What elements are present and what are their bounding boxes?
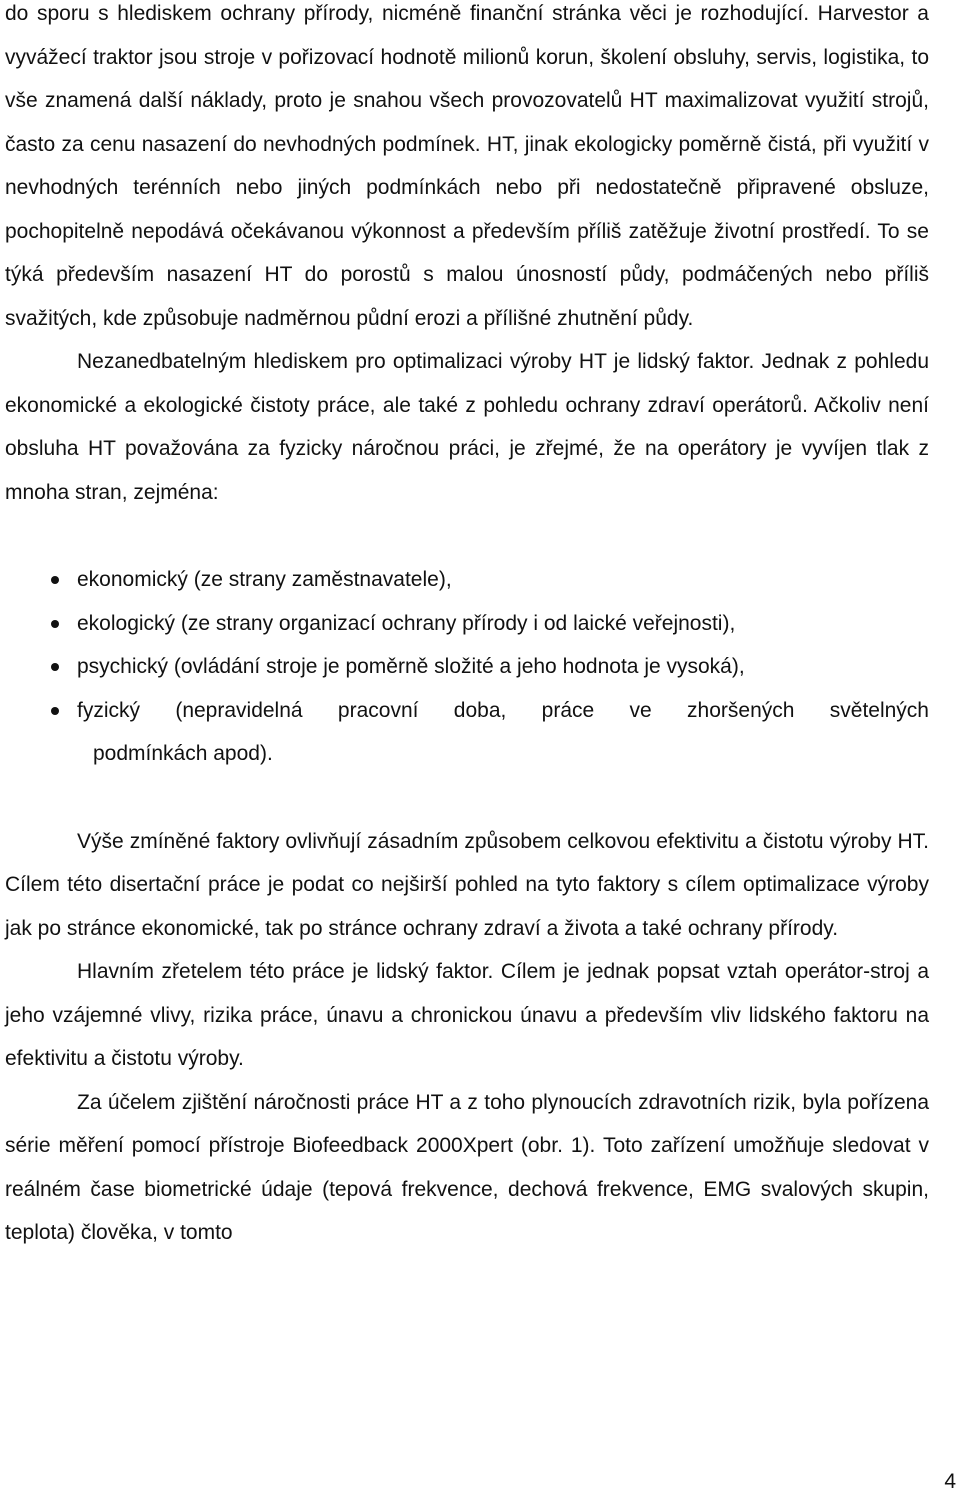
spacer — [5, 514, 929, 558]
list-item — [5, 645, 929, 689]
spacer — [5, 776, 929, 820]
list-item — [5, 602, 929, 646]
list-item-continuation: podmínkách apod). — [93, 742, 273, 765]
paragraph-intro: do sporu s hlediskem ochrany přírody, nicméně finanční stránka věci je rozhodující. Harvestor a vyvážecí traktor jsou stroje v pořizovací hodnotě milionů korun, školení obsluhy, servis, logistika, to vše znamená další náklady, proto je snahou všech provozovatelů HT maximalizovat využití strojů, často za cenu nasazení do nevhodných podmínek. HT, jinak ekologicky poměrně čistá, při využití v nevhodných terénních nebo jiných podmínkách nebo při nedostatečně připravené obsluze, pochopitelně nepodává očekávanou výkonnost a především příliš zatěžuje životní prostředí. To se týká především nasazení HT do porostů s malou únosností půdy, podmáčených nebo příliš svažitých, kde způsobuje nadměrnou půdní erozi a přílišné zhutnění půdy. — [5, 2, 929, 330]
page-number: 4 — [944, 1470, 956, 1493]
list-item — [5, 689, 929, 776]
paragraph-main-aim: Hlavním zřetelem této práce je lidský faktor. Cílem je jednak popsat vztah operátor-stroj a jeho vzájemné vlivy, rizika práce, únavu a chronickou únavu a především vliv lidského faktoru na efektivitu a čistotu výroby. — [5, 960, 929, 1070]
list-item-text: ekonomický (ze strany zaměstnavatele), — [77, 568, 452, 591]
list-item-text: fyzický (nepravidelná pracovní doba, práce ve zhoršených světelných — [77, 698, 929, 722]
bullet-icon — [51, 620, 59, 628]
paragraph-measurements: Za účelem zjištění náročnosti práce HT a z toho plynoucích zdravotních rizik, byla pořízena série měření pomocí přístroje Biofeedback 2000Xpert (obr. 1). Toto zařízení umožňuje sledovat v reálném čase biometrické údaje (tepová frekvence, dechová frekvence, EMG svalových skupin, teplota) člověka, v tomto — [5, 1090, 929, 1244]
paragraph-factors-effect: Výše zmíněné faktory ovlivňují zásadním způsobem celkovou efektivitu a čistotu výroby HT. Cílem této disertační práce je podat co nejširší pohled na tyto faktory s cílem optimalizace výroby jak po stránce ekonomické, tak po stránce ochrany zdraví a života a také ochrany přírody. — [5, 829, 929, 940]
pressure-list — [5, 558, 929, 776]
list-item — [5, 558, 929, 602]
list-item-text: ekologický (ze strany organizací ochrany přírody i od laické veřejnosti), — [77, 611, 736, 635]
bullet-icon — [51, 576, 59, 584]
bullet-icon — [51, 663, 59, 671]
paragraph-human-factor: Nezanedbatelným hlediskem pro optimalizaci výroby HT je lidský faktor. Jednak z pohledu ekonomické a ekologické čistoty práce, ale také z pohledu ochrany zdraví operátorů. Ačkoliv není obsluha HT považována za fyzicky náročnou práci, je zřejmé, že na operátory je vyvíjen tlak z mnoha stran, zejména: — [5, 350, 929, 504]
bullet-icon — [51, 707, 59, 715]
list-item-text: psychický (ovládání stroje je poměrně složité a jeho hodnota je vysoká), — [77, 655, 745, 678]
document-page — [5, 0, 929, 1255]
